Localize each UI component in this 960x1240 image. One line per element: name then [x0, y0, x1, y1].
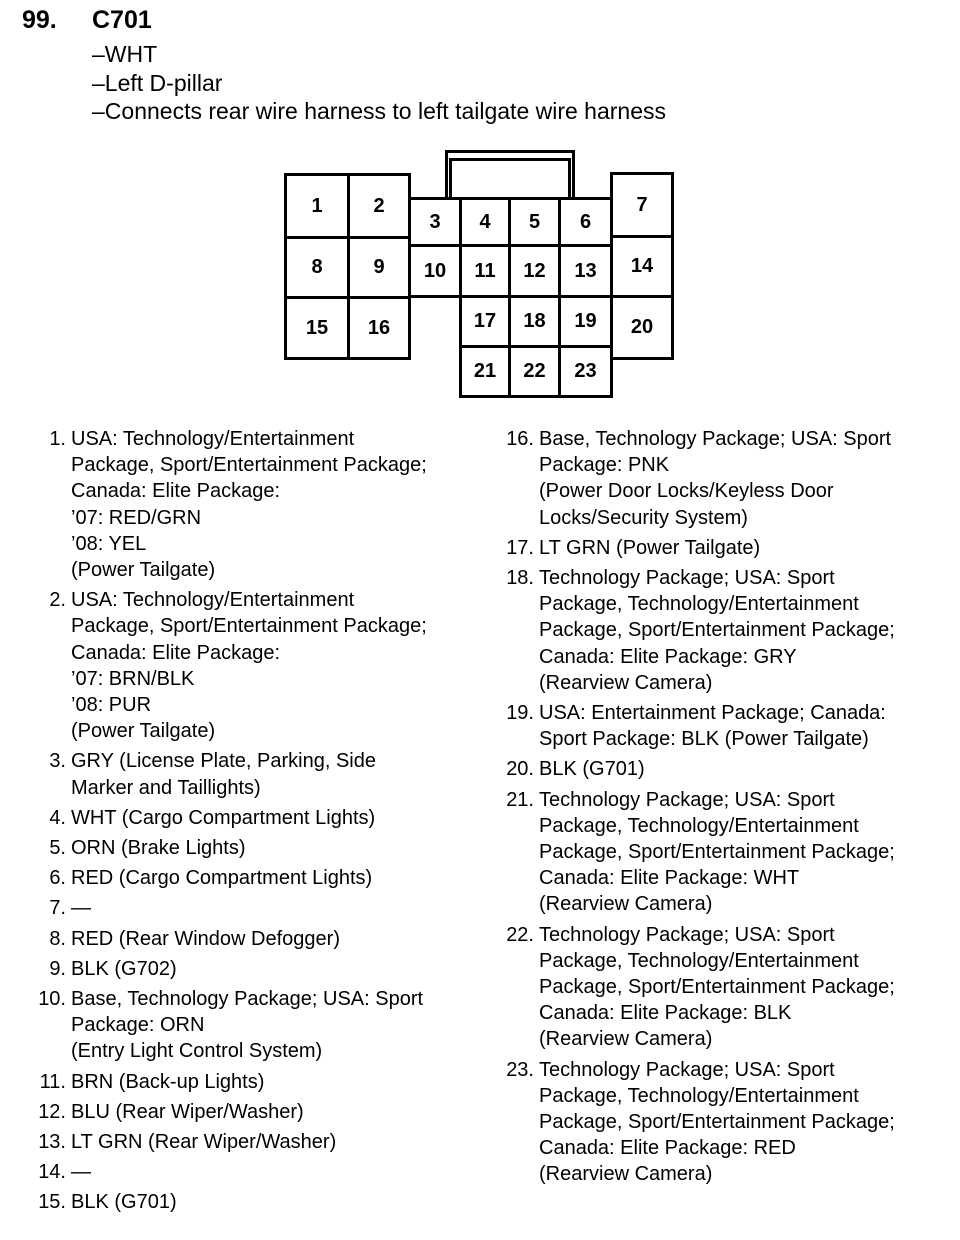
pin-number: 10. — [38, 988, 66, 1011]
pin-description-line: LT GRN (Rear Wiper/Washer) — [71, 1131, 337, 1154]
pin-number: 8. — [49, 927, 66, 950]
pin-number: 11. — [39, 1070, 66, 1093]
terminal-cavity — [558, 295, 613, 348]
pin-description-line: (Rearview Camera) — [539, 671, 713, 694]
pin-number: 6. — [49, 867, 66, 890]
pin-entry — [28, 1189, 468, 1215]
terminal-cavity — [459, 197, 511, 247]
connector-location: – Left D-pillar — [92, 69, 666, 98]
pin-description-line: BLU (Rear Wiper/Washer) — [71, 1100, 304, 1123]
pin-description-line: Package, Sport/Entertainment Package; — [71, 454, 427, 477]
pin-description-line: ’07: RED/GRN — [71, 506, 202, 529]
terminal-cavity — [508, 197, 561, 247]
pin-description-line: Package, Sport/Entertainment Package; — [539, 976, 895, 999]
pin-number: 4. — [49, 806, 66, 829]
terminal-number: 5 — [528, 210, 541, 233]
pin-number: 21. — [506, 788, 534, 811]
terminal-number: 8 — [311, 256, 323, 278]
pin-description — [66, 1129, 468, 1155]
pin-description-line: ’08: PUR — [71, 694, 152, 717]
pin-number: 22. — [506, 923, 534, 946]
pin-description-line: Technology Package; USA: Sport — [539, 923, 835, 946]
pin-description-line: RED (Rear Window Defogger) — [71, 927, 340, 950]
terminal-number: 6 — [579, 210, 592, 233]
pin-number: 18. — [506, 567, 534, 590]
terminal-number: 21 — [473, 360, 497, 382]
pin-description — [66, 956, 468, 982]
terminal-cavity — [558, 197, 613, 247]
pin-description — [534, 700, 946, 752]
terminal-number: 16 — [367, 316, 391, 339]
pin-description-line: BLK (G701) — [539, 758, 645, 781]
pin-entry — [496, 535, 946, 561]
pin-number: 9. — [49, 957, 66, 980]
pin-entry — [28, 926, 468, 952]
pin-description-line: Package: PNK — [539, 454, 670, 477]
pin-description — [66, 895, 468, 921]
pin-description — [66, 865, 468, 891]
terminal-number: 7 — [636, 193, 648, 216]
pin-number: 7. — [49, 897, 66, 920]
terminal-number: 14 — [630, 255, 654, 277]
pin-description-line: (Entry Light Control System) — [71, 1040, 323, 1063]
pin-entry — [28, 956, 468, 982]
pin-description-line: Canada: Elite Package: — [71, 480, 281, 503]
terminal-cavity — [508, 295, 561, 348]
pin-number: 17. — [506, 536, 534, 559]
terminal-number: 18 — [523, 310, 546, 332]
pin-description — [66, 426, 468, 583]
pin-description-line: Package, Sport/Entertainment Package; — [539, 841, 895, 864]
pin-description — [66, 835, 468, 861]
terminal-cavity — [284, 173, 350, 239]
pin-description-line: — — [71, 1161, 91, 1184]
pin-description-line: ORN (Brake Lights) — [71, 837, 246, 860]
terminal-number: 9 — [373, 256, 385, 278]
pin-description — [534, 565, 946, 696]
terminal-cavity — [347, 236, 411, 299]
terminal-number: 13 — [574, 259, 597, 282]
terminal-cavity — [610, 235, 674, 298]
pin-description-line: USA: Technology/Entertainment — [71, 589, 355, 612]
pin-description — [534, 1057, 946, 1188]
pin-number: 19. — [506, 702, 534, 725]
terminal-number: 3 — [429, 210, 441, 233]
pin-entry — [28, 895, 468, 921]
pin-description-line: Base, Technology Package; USA: Sport — [71, 988, 424, 1011]
terminal-number: 12 — [523, 259, 546, 282]
pin-list-right — [496, 426, 946, 1192]
connector-latch-outer — [445, 150, 575, 200]
terminal-cavity — [408, 197, 462, 247]
pin-description-line: USA: Technology/Entertainment — [71, 428, 355, 450]
pin-description-line: Technology Package; USA: Sport — [539, 567, 835, 590]
terminal-cavity — [459, 345, 511, 398]
pin-description-line: Canada: Elite Package: GRY — [539, 645, 797, 668]
pin-entry — [496, 565, 946, 696]
terminal-number: 2 — [373, 194, 385, 217]
pin-entry — [28, 587, 468, 744]
terminal-cavity — [347, 296, 411, 360]
pin-description-line: ’07: BRN/BLK — [71, 667, 195, 690]
pin-description-line: Canada: Elite Package: BLK — [539, 1002, 792, 1025]
terminal-cavity — [284, 236, 350, 299]
pin-description-line: (Rearview Camera) — [539, 1163, 713, 1186]
pin-description-line: (Power Tailgate) — [71, 559, 216, 582]
pin-description-line: Technology Package; USA: Sport — [539, 788, 835, 811]
connector-id: C701 — [92, 6, 152, 34]
pin-entry — [28, 986, 468, 1065]
section-number: 99. — [22, 6, 57, 34]
pin-description — [66, 1159, 468, 1185]
terminal-number: 23 — [574, 360, 597, 382]
pin-entry — [28, 805, 468, 831]
pin-entry — [28, 1099, 468, 1125]
pin-description-line: Base, Technology Package; USA: Sport — [539, 428, 892, 450]
pin-description-line: Sport Package: BLK (Power Tailgate) — [539, 728, 869, 751]
pin-entry — [496, 787, 946, 918]
pin-description-line: Locks/Security System) — [539, 506, 748, 529]
pin-entry — [28, 1069, 468, 1095]
pin-description — [534, 787, 946, 918]
pin-description-line: BLK (G702) — [71, 957, 177, 980]
pin-description — [66, 1069, 468, 1095]
connector-latch-inner — [449, 158, 571, 200]
pin-number: 14. — [38, 1161, 66, 1184]
pin-number: 16. — [506, 428, 534, 450]
pin-entry — [28, 426, 468, 583]
pin-description-line: LT GRN (Power Tailgate) — [539, 536, 761, 559]
pin-description — [66, 1099, 468, 1125]
pin-description — [66, 986, 468, 1065]
pin-description — [66, 587, 468, 744]
pin-number: 23. — [506, 1058, 534, 1081]
terminal-cavity — [459, 295, 511, 348]
pin-number: 15. — [38, 1191, 66, 1214]
pin-entry — [496, 922, 946, 1053]
connector-details — [92, 40, 666, 126]
terminal-number: 10 — [423, 259, 447, 282]
pin-number: 20. — [506, 758, 534, 781]
pin-description-line: Canada: Elite Package: — [71, 641, 281, 664]
pin-description — [66, 748, 468, 800]
pin-description — [66, 805, 468, 831]
pin-number: 5. — [49, 837, 66, 860]
pin-description-line: (Power Door Locks/Keyless Door — [539, 480, 834, 503]
terminal-cavity — [558, 244, 613, 298]
pin-description-line: Package, Sport/Entertainment Package; — [539, 1111, 895, 1134]
pin-description-line: — — [71, 897, 91, 920]
pin-description-line: (Rearview Camera) — [539, 1028, 713, 1051]
pin-entry — [496, 700, 946, 752]
terminal-cavity — [284, 296, 350, 360]
terminal-cavity — [347, 173, 411, 239]
pin-description-line: (Power Tailgate) — [71, 720, 216, 743]
pin-description-line: Package, Sport/Entertainment Package; — [71, 615, 427, 638]
pin-description-line: Technology Package; USA: Sport — [539, 1058, 835, 1081]
pin-description-line: GRY (License Plate, Parking, Side — [71, 750, 376, 773]
terminal-number: 19 — [574, 310, 597, 332]
pin-description — [534, 756, 946, 782]
pin-number: 12. — [38, 1100, 66, 1123]
pin-description-line: Canada: Elite Package: WHT — [539, 867, 800, 890]
pin-description-line: (Rearview Camera) — [539, 893, 713, 916]
terminal-number: 17 — [473, 310, 497, 332]
pin-description-line: Package, Technology/Entertainment — [539, 1084, 859, 1107]
pin-description-line: BLK (G701) — [71, 1191, 177, 1214]
pin-description-line: ’08: YEL — [71, 532, 147, 555]
pin-description-line: BRN (Back-up Lights) — [71, 1070, 265, 1093]
terminal-number: 15 — [305, 316, 329, 339]
pin-entry — [28, 748, 468, 800]
pin-number: 1. — [49, 428, 66, 450]
terminal-cavity — [610, 172, 674, 238]
pin-description — [66, 926, 468, 952]
terminal-cavity — [508, 244, 561, 298]
terminal-cavity — [558, 345, 613, 398]
pin-description — [534, 535, 946, 561]
pin-description — [66, 1189, 468, 1215]
pin-description-line: USA: Entertainment Package; Canada: — [539, 702, 886, 725]
pin-description-line: Package, Sport/Entertainment Package; — [539, 619, 895, 642]
pin-description-line: Package: ORN — [71, 1014, 205, 1037]
pin-description — [534, 922, 946, 1053]
pin-description-line: Package, Technology/Entertainment — [539, 949, 859, 972]
terminal-cavity — [508, 345, 561, 398]
terminal-number: 20 — [630, 316, 654, 338]
pin-number: 2. — [49, 589, 66, 612]
connector-function: – Connects rear wire harness to left tailgate wire harness — [92, 97, 666, 126]
terminal-number: 1 — [311, 194, 323, 217]
terminal-number: 22 — [523, 360, 546, 382]
pin-description-line: Package, Technology/Entertainment — [539, 593, 859, 616]
terminal-cavity — [459, 244, 511, 298]
pin-entry — [28, 1129, 468, 1155]
pin-number: 13. — [38, 1131, 66, 1154]
pin-entry — [496, 756, 946, 782]
pin-entry — [496, 426, 946, 531]
pin-description-line: Canada: Elite Package: RED — [539, 1137, 796, 1160]
terminal-cavity — [408, 244, 462, 298]
pin-number: 3. — [49, 750, 66, 773]
pin-entry — [28, 865, 468, 891]
connector-color: – WHT — [92, 40, 666, 69]
pin-description-line: Package, Technology/Entertainment — [539, 814, 859, 837]
pin-description — [534, 426, 946, 531]
pin-description-line: WHT (Cargo Compartment Lights) — [71, 806, 376, 829]
pin-entry — [28, 835, 468, 861]
pin-entry — [28, 1159, 468, 1185]
terminal-number: 11 — [474, 259, 496, 282]
pin-list-left — [28, 426, 468, 1220]
pin-description-line: RED (Cargo Compartment Lights) — [71, 867, 373, 890]
pin-entry — [496, 1057, 946, 1188]
terminal-cavity — [610, 295, 674, 360]
pin-description-line: Marker and Taillights) — [71, 776, 261, 799]
terminal-number: 4 — [479, 210, 491, 233]
